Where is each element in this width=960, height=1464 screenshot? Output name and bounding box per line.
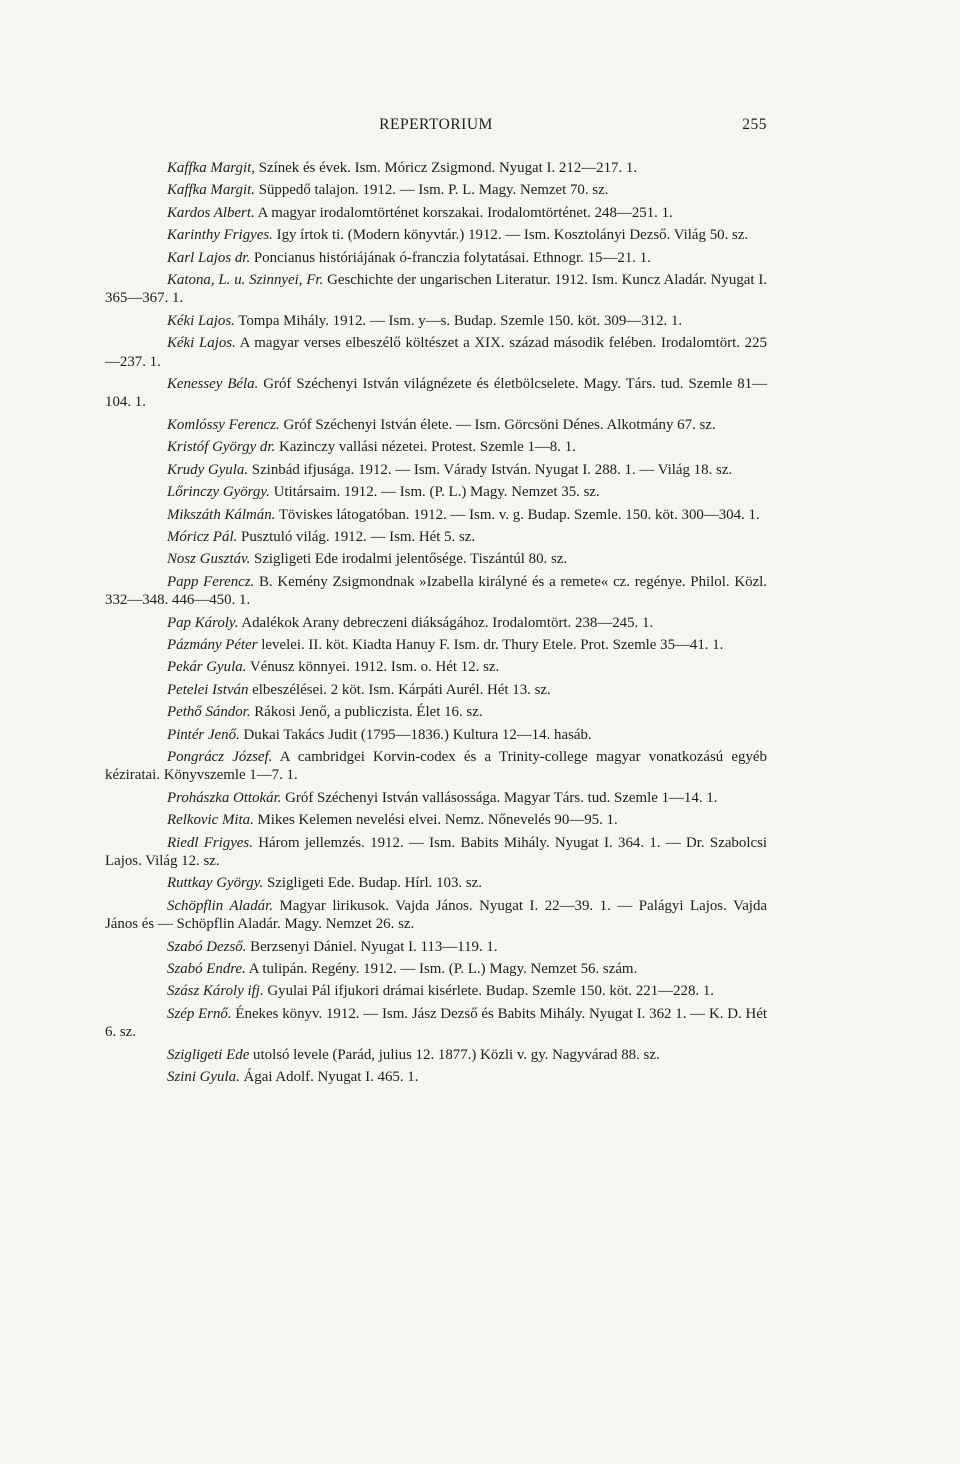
entry-text: Adalékok Arany debreczeni diákságához. Irodalomtört. 238—245. 1. bbox=[238, 614, 654, 631]
entry-author: Szabó Dezső. bbox=[167, 938, 247, 955]
bibliography-entry bbox=[105, 726, 767, 744]
entry-text: Kazinczy vallási nézetei. Protest. Szemle 1—8. 1. bbox=[275, 439, 576, 456]
entry-text: Gróf Széchenyi István világnézete és életbölcselete. Magy. Társ. tud. Szemle 81—104. 1. bbox=[105, 376, 767, 411]
bibliography-entry bbox=[105, 681, 767, 699]
entry-author: Katona, L. u. Szinnyei, Fr. bbox=[167, 272, 324, 289]
entry-author: Relkovic Mita. bbox=[167, 812, 254, 829]
entry-author: Kardos Albert. bbox=[167, 204, 255, 221]
entry-author: Kenessey Béla. bbox=[167, 376, 259, 393]
bibliography-entry bbox=[105, 703, 767, 721]
entry-text: elbeszélései. 2 köt. Ism. Kárpáti Aurél. Hét 13. sz. bbox=[248, 681, 551, 698]
bibliography-entry bbox=[105, 528, 767, 546]
entry-author: Petelei István bbox=[167, 681, 249, 698]
entry-text: A cambridgei Korvin-codex és a Trinity-college magyar vonatkozású egyéb kéziratai. Könyvszemle 1—7. 1. bbox=[105, 748, 767, 784]
page-number: 255 bbox=[742, 116, 767, 133]
entry-author: Krudy Gyula. bbox=[167, 461, 249, 478]
bibliography-entry bbox=[105, 834, 767, 871]
entry-text: Rákosi Jenő, a publiczista. Élet 16. sz. bbox=[250, 704, 483, 721]
entry-text: Tompa Mihály. 1912. — Ism. y—s. Budap. Szemle 150. köt. 309—312. 1. bbox=[234, 312, 683, 329]
entry-author: Szini Gyula. bbox=[167, 1069, 240, 1086]
entry-author: Pintér Jenő. bbox=[167, 726, 240, 743]
bibliography-entry bbox=[105, 811, 767, 829]
entry-text: Pusztuló világ. 1912. — Ism. Hét 5. sz. bbox=[237, 528, 476, 545]
entry-text: Ágai Adolf. Nyugat I. 465. 1. bbox=[239, 1069, 419, 1086]
entry-text: Három jellemzés. 1912. — Ism. Babits Mihály. Nyugat I. 364. 1. — Dr. Szabolcsi Lajos. Világ 12. sz. bbox=[105, 834, 767, 869]
entry-author: Pázmány Péter bbox=[167, 636, 258, 653]
entry-text: A magyar verses elbeszélő költészet a XIX. század második felében. Irodalomtört. 225—237. 1. bbox=[105, 335, 767, 370]
bibliography-entry bbox=[105, 204, 767, 222]
bibliography-entry bbox=[105, 897, 767, 934]
entry-author: Kéki Lajos. bbox=[167, 312, 235, 329]
entry-text: Poncianus históriájának ó-franczia folytatásai. Ethnogr. 15—21. 1. bbox=[250, 249, 651, 266]
bibliography-entry bbox=[105, 483, 767, 501]
entry-author: Karinthy Frigyes. bbox=[167, 227, 273, 244]
entry-text: Igy írtok ti. (Modern könyvtár.) 1912. — Ism. Kosztolányi Dezső. Világ 50. sz. bbox=[272, 227, 749, 244]
bibliography-entry bbox=[105, 573, 767, 610]
entry-author: Kaffka Margit, bbox=[167, 160, 255, 176]
entry-author: Kéki Lajos. bbox=[167, 335, 236, 352]
bibliography-entry bbox=[105, 614, 767, 632]
entry-text: Színek és évek. Ism. Móricz Zsigmond. Nyugat I. 212—217. 1. bbox=[254, 160, 638, 176]
bibliography-entry bbox=[105, 960, 767, 978]
bibliography-entry bbox=[105, 789, 767, 807]
entry-author: Kristóf György dr. bbox=[167, 439, 276, 456]
bibliography-entry bbox=[105, 226, 767, 244]
entry-text: Gróf Széchenyi István élete. — Ism. Görcsöni Dénes. Alkotmány 67. sz. bbox=[279, 416, 716, 433]
entry-text: Gróf Széchenyi István vallásossága. Magyar Társ. tud. Szemle 1—14. 1. bbox=[281, 789, 718, 806]
entry-text: A magyar irodalomtörténet korszakai. Irodalomtörténet. 248—251. 1. bbox=[254, 204, 673, 221]
bibliography-entry bbox=[105, 636, 767, 654]
entry-text: Dukai Takács Judit (1795—1836.) Kultura 12—14. hasáb. bbox=[239, 726, 592, 743]
bibliography-entry bbox=[105, 312, 767, 330]
entry-author: Nosz Gusztáv. bbox=[167, 551, 251, 568]
entry-text: Vénusz könnyei. 1912. Ism. o. Hét 12. sz. bbox=[246, 659, 500, 676]
entry-author: Szabó Endre. bbox=[167, 961, 246, 978]
entry-author: Mikszáth Kálmán. bbox=[167, 506, 276, 523]
bibliography-entry bbox=[105, 1046, 767, 1064]
bibliography-list bbox=[105, 159, 767, 1090]
bibliography-entry bbox=[105, 1068, 767, 1086]
entry-text: Mikes Kelemen nevelési elvei. Nemz. Nőnevelés 90—95. 1. bbox=[253, 812, 618, 829]
entry-text: Szinbád ifjusága. 1912. — Ism. Várady István. Nyugat I. 288. 1. — Világ 18. sz. bbox=[248, 461, 733, 478]
bibliography-entry bbox=[105, 438, 767, 456]
bibliography-entry bbox=[105, 550, 767, 568]
bibliography-entry bbox=[105, 416, 767, 434]
entry-author: Pongrácz József. bbox=[167, 748, 273, 765]
bibliography-entry bbox=[105, 938, 767, 956]
entry-author: Szép Ernő. bbox=[167, 1005, 232, 1022]
entry-author: Karl Lajos dr. bbox=[167, 249, 251, 266]
entry-author: Pethő Sándor. bbox=[167, 704, 251, 721]
bibliography-entry bbox=[105, 874, 767, 892]
bibliography-entry bbox=[105, 181, 767, 199]
entry-text: Magyar lirikusok. Vajda János. Nyugat I. 22—39. 1. — Palágyi Lajos. Vajda János és — Schöpflin Aladár. Magy. Nemzet 26. sz. bbox=[105, 897, 768, 933]
entry-author: Schöpflin Aladár. bbox=[167, 897, 273, 914]
bibliography-entry bbox=[105, 982, 767, 1000]
entry-text: Süppedő talajon. 1912. — Ism. P. L. Magy. Nemzet 70. sz. bbox=[254, 182, 609, 199]
entry-author: Pap Károly. bbox=[167, 614, 239, 631]
entry-text: Töviskes látogatóban. 1912. — Ism. v. g. Budap. Szemle. 150. köt. 300—304. 1. bbox=[275, 506, 760, 523]
entry-author: Szigligeti Ede bbox=[167, 1046, 250, 1063]
entry-text: A tulipán. Regény. 1912. — Ism. (P. L.) Magy. Nemzet 56. szám. bbox=[245, 961, 638, 978]
entry-text: Szigligeti Ede. Budap. Hírl. 103. sz. bbox=[263, 875, 482, 892]
bibliography-entry bbox=[105, 658, 767, 676]
entry-text: Geschichte der ungarischen Literatur. 1912. Ism. Kuncz Aladár. Nyugat I. 365—367. 1. bbox=[105, 272, 768, 307]
bibliography-entry bbox=[105, 506, 767, 524]
entry-author: Papp Ferencz. bbox=[167, 573, 255, 590]
entry-author: Kaffka Margit. bbox=[167, 182, 255, 199]
entry-text: Utitársaim. 1912. — Ism. (P. L.) Magy. Nemzet 35. sz. bbox=[269, 484, 600, 501]
bibliography-entry bbox=[105, 249, 767, 267]
entry-text: B. Kemény Zsigmondnak »Izabella királyné és a remete« cz. regénye. Philol. Közl. 332—348. 446—450. 1. bbox=[105, 573, 767, 609]
bibliography-entry bbox=[105, 159, 767, 177]
entry-author: Ruttkay György. bbox=[167, 875, 264, 892]
entry-author: Komlóssy Ferencz. bbox=[167, 416, 280, 433]
entry-text: Gyulai Pál ifjukori drámai kisérlete. Budap. Szemle 150. köt. 221—228. 1. bbox=[263, 983, 715, 1000]
entry-author: Móricz Pál. bbox=[167, 528, 238, 545]
entry-author: Prohászka Ottokár. bbox=[167, 789, 282, 806]
running-header bbox=[105, 116, 767, 138]
entry-author: Pekár Gyula. bbox=[167, 659, 247, 676]
bibliography-entry bbox=[105, 334, 767, 371]
bibliography-entry bbox=[105, 271, 767, 308]
bibliography-entry bbox=[105, 461, 767, 479]
entry-text: levelei. II. köt. Kiadta Hanuy F. Ism. dr. Thury Etele. Prot. Szemle 35—41. 1. bbox=[257, 636, 724, 653]
entry-author: Riedl Frigyes. bbox=[167, 834, 253, 851]
entry-text: utolsó levele (Parád, julius 12. 1877.) Közli v. gy. Nagyvárad 88. sz. bbox=[249, 1046, 660, 1063]
entry-author: Szász Károly ifj. bbox=[167, 983, 264, 1000]
entry-text: Berzsenyi Dániel. Nyugat I. 113—119. 1. bbox=[246, 938, 498, 955]
running-title: REPERTORIUM bbox=[379, 116, 493, 133]
bibliography-entry bbox=[105, 375, 767, 412]
bibliography-entry bbox=[105, 748, 767, 785]
bibliography-entry bbox=[105, 1005, 767, 1042]
entry-author: Lőrinczy György. bbox=[167, 484, 270, 501]
entry-text: Szigligeti Ede irodalmi jelentősége. Tiszántúl 80. sz. bbox=[250, 551, 568, 568]
entry-text: Énekes könyv. 1912. — Ism. Jász Dezső és Babits Mihály. Nyugat I. 362 1. — K. D. Hét 6. sz. bbox=[105, 1005, 767, 1041]
